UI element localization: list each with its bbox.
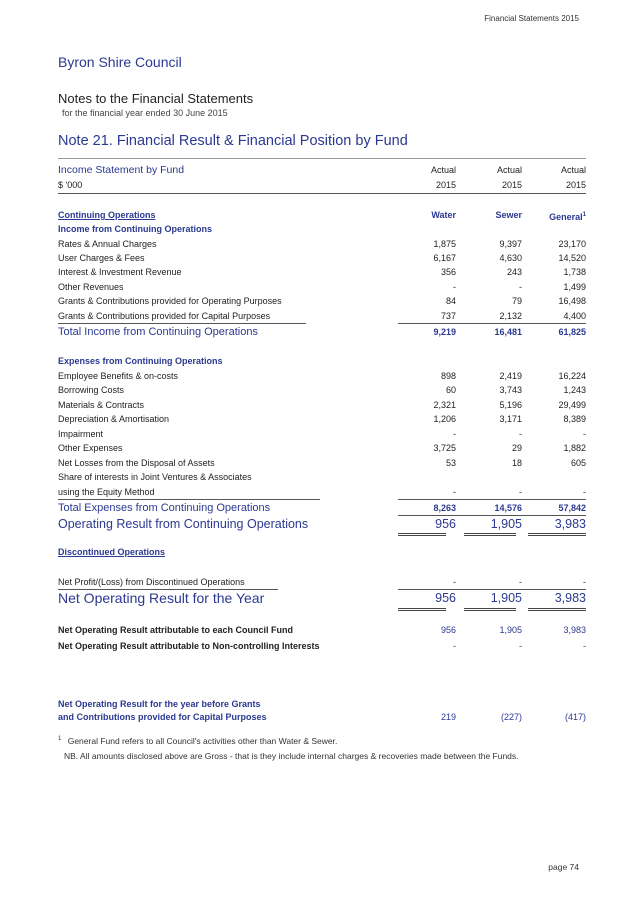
value-sewer: -	[519, 641, 522, 651]
row-label: Depreciation & Amortisation	[58, 414, 170, 424]
row-label: Net Losses from the Disposal of Assets	[58, 458, 215, 468]
operating-result-label: Operating Result from Continuing Operations	[58, 517, 309, 531]
double-rule	[398, 608, 446, 611]
value-water: 898	[440, 371, 456, 381]
value-general: (417)	[564, 712, 586, 722]
row-label: Borrowing Costs	[58, 385, 125, 395]
value-sewer: 1,905	[490, 517, 522, 531]
net-result-row	[58, 588, 586, 608]
value-general: 4,400	[563, 311, 586, 321]
value-sewer: 16,481	[494, 327, 522, 337]
attrib-row	[58, 639, 586, 653]
value-sewer: 79	[511, 296, 522, 306]
double-rule	[464, 533, 516, 536]
row-label: Employee Benefits & on-costs	[58, 371, 179, 381]
double-rule	[398, 533, 446, 536]
value-sewer: -	[519, 429, 522, 439]
col-label: Actual	[560, 165, 586, 175]
value-general: 29,499	[558, 400, 586, 410]
table-unit-row	[58, 178, 586, 192]
value-water: 84	[445, 296, 456, 306]
table-title: Income Statement by Fund	[58, 164, 185, 176]
subtotal-rule	[58, 323, 306, 324]
value-water: 1,206	[433, 414, 456, 424]
table-row	[58, 441, 586, 455]
notes-title: Notes to the Financial Statements	[58, 91, 254, 106]
table-row	[58, 251, 586, 265]
nb-note: NB. All amounts disclosed above are Gross - that is they include internal charges & recoveries made between the Funds.	[64, 751, 519, 761]
total-income-row	[58, 325, 586, 339]
table-row	[58, 427, 586, 441]
row-label: using the Equity Method	[58, 487, 155, 497]
value-sewer: 4,630	[499, 253, 522, 263]
value-sewer: 1,905	[490, 591, 522, 605]
value-general: 1,738	[563, 267, 586, 277]
value-general: 8,389	[563, 414, 586, 424]
table-row	[58, 294, 586, 308]
double-rule	[528, 533, 586, 536]
value-general: 16,224	[558, 371, 586, 381]
table-row	[58, 470, 586, 484]
value-general: 1,243	[563, 385, 586, 395]
value-general: -	[583, 429, 586, 439]
row-label: Rates & Annual Charges	[58, 239, 157, 249]
value-sewer: (227)	[500, 712, 522, 722]
row-label: Net Profit/(Loss) from Discontinued Operations	[58, 577, 245, 587]
expenses-heading-row	[58, 354, 586, 368]
council-name: Byron Shire Council	[58, 54, 182, 70]
value-general: 23,170	[558, 239, 586, 249]
note-title: Note 21. Financial Result & Financial Position by Fund	[58, 133, 408, 149]
row-label: Materials & Contracts	[58, 400, 145, 410]
fund-sewer: Sewer	[495, 210, 522, 220]
expenses-heading: Expenses from Continuing Operations	[58, 356, 223, 366]
subtotal-rule	[398, 323, 586, 324]
value-sewer: 3,743	[499, 385, 522, 395]
page-number: page 74	[548, 862, 579, 872]
attrib-row	[58, 623, 586, 637]
unit-label: $ '000	[58, 180, 83, 190]
double-rule	[464, 608, 516, 611]
value-sewer: 243	[506, 267, 522, 277]
before-grants-row	[58, 710, 586, 724]
value-water: 1,875	[433, 239, 456, 249]
net-result-label: Net Operating Result for the Year	[58, 590, 265, 606]
value-water: 956	[435, 517, 456, 531]
subtotal-rule	[58, 499, 320, 500]
value-sewer: 5,196	[499, 400, 522, 410]
row-label: Share of interests in Joint Ventures & Associates	[58, 472, 252, 482]
row-label: Grants & Contributions provided for Operating Purposes	[58, 296, 282, 306]
value-water: 8,263	[433, 503, 456, 513]
row-label: Net Operating Result attributable to each Council Fund	[58, 625, 294, 635]
value-water: 9,219	[433, 327, 456, 337]
table-row	[58, 383, 586, 397]
table-header-row	[58, 163, 586, 177]
value-sewer: 29	[511, 443, 522, 453]
value-water: 2,321	[433, 400, 456, 410]
discontinued-heading: Discontinued Operations	[58, 547, 166, 557]
table-row	[58, 369, 586, 383]
value-general: 3,983	[554, 517, 586, 531]
value-general: -	[583, 487, 586, 497]
table-row	[58, 398, 586, 412]
value-general: 1,882	[563, 443, 586, 453]
col-year: 2015	[565, 180, 586, 190]
value-water: 60	[445, 385, 456, 395]
fund-water: Water	[431, 210, 456, 220]
value-general: 1,499	[563, 282, 586, 292]
value-sewer: -	[519, 487, 522, 497]
total-expenses-label: Total Expenses from Continuing Operations	[58, 502, 271, 514]
value-general: -	[583, 641, 586, 651]
value-sewer: 2,419	[499, 371, 522, 381]
value-water: 3,725	[433, 443, 456, 453]
value-water: -	[453, 282, 456, 292]
discontinued-heading-row	[58, 545, 586, 559]
table-row	[58, 309, 586, 323]
value-sewer: 18	[511, 458, 522, 468]
value-water: 356	[440, 267, 456, 277]
footnote	[58, 736, 598, 746]
value-general: 16,498	[558, 296, 586, 306]
row-label: Other Expenses	[58, 443, 123, 453]
row-label: Other Revenues	[58, 282, 124, 292]
col-label: Actual	[496, 165, 522, 175]
value-water: -	[453, 641, 456, 651]
value-water: 6,167	[433, 253, 456, 263]
row-label: Impairment	[58, 429, 104, 439]
before-grants-label: Net Operating Result for the year before Grants	[58, 699, 261, 709]
value-water: -	[453, 487, 456, 497]
value-general: 605	[570, 458, 586, 468]
col-label: Actual	[430, 165, 456, 175]
value-general: 57,842	[558, 503, 586, 513]
period-subtitle: for the financial year ended 30 June 2015	[62, 108, 228, 118]
income-heading-row	[58, 222, 586, 236]
header-rule	[58, 193, 586, 194]
value-sewer: 14,576	[494, 503, 522, 513]
value-water: -	[453, 577, 456, 587]
row-label: Net Operating Result attributable to Non-controlling Interests	[58, 641, 320, 651]
value-sewer: -	[519, 577, 522, 587]
value-general: 14,520	[558, 253, 586, 263]
subtotal-rule	[398, 499, 586, 500]
continuing-heading: Continuing Operations	[58, 210, 156, 220]
footnote-mark: 1	[58, 736, 62, 743]
table-row	[58, 280, 586, 294]
value-sewer: 1,905	[499, 625, 522, 635]
document-header-title: Financial Statements 2015	[484, 14, 579, 23]
before-grants-row	[58, 697, 586, 711]
table-row	[58, 575, 586, 589]
title-rule	[58, 158, 586, 159]
value-general: 61,825	[558, 327, 586, 337]
before-grants-label: and Contributions provided for Capital Purposes	[58, 712, 267, 722]
value-general: -	[583, 577, 586, 587]
table-row	[58, 412, 586, 426]
value-water: 219	[440, 712, 456, 722]
value-water: 956	[440, 625, 456, 635]
value-sewer: 2,132	[499, 311, 522, 321]
col-year: 2015	[435, 180, 456, 190]
footnote-text: General Fund refers to all Council's activities other than Water & Sewer.	[67, 736, 338, 746]
value-general: 3,983	[554, 591, 586, 605]
income-heading: Income from Continuing Operations	[58, 224, 213, 234]
table-row	[58, 265, 586, 279]
value-general: 3,983	[563, 625, 586, 635]
value-sewer: 3,171	[499, 414, 522, 424]
value-water: 53	[445, 458, 456, 468]
value-water: 956	[435, 591, 456, 605]
value-sewer: -	[519, 282, 522, 292]
continuing-heading-row	[58, 208, 586, 222]
value-water: 737	[440, 311, 456, 321]
row-label: Grants & Contributions provided for Capital Purposes	[58, 311, 271, 321]
row-label: User Charges & Fees	[58, 253, 145, 263]
total-income-label: Total Income from Continuing Operations	[58, 326, 258, 338]
col-year: 2015	[501, 180, 522, 190]
row-label: Interest & Investment Revenue	[58, 267, 182, 277]
value-sewer: 9,397	[499, 239, 522, 249]
double-rule	[528, 608, 586, 611]
fund-general: General$^1$	[549, 212, 586, 222]
table-row	[58, 456, 586, 470]
operating-result-row	[58, 515, 586, 533]
table-row	[58, 237, 586, 251]
total-expenses-row	[58, 501, 586, 515]
table-row	[58, 485, 586, 499]
value-water: -	[453, 429, 456, 439]
